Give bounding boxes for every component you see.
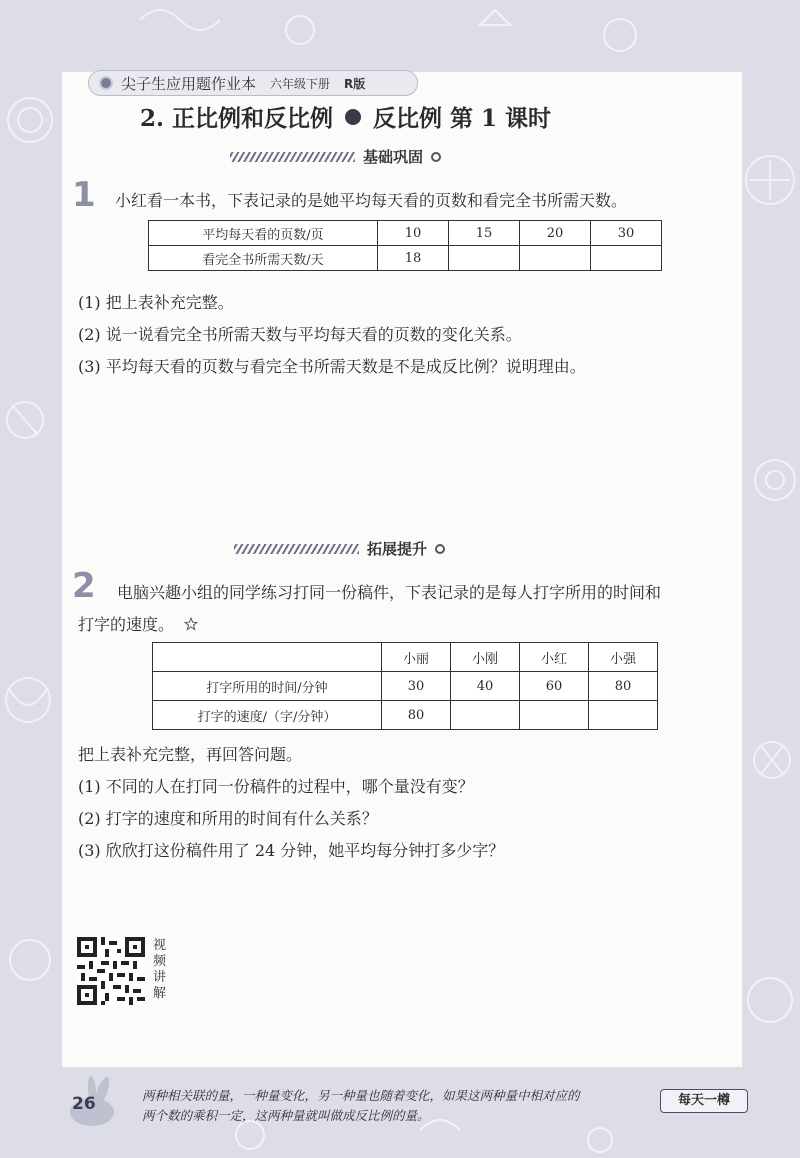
q2-cell-blank[interactable]: [589, 701, 658, 730]
ring-icon: [431, 152, 441, 162]
q2-row1-header: 打字所用的时间/分钟: [153, 672, 382, 701]
q1-cell: 15: [449, 221, 520, 246]
q2-stem-line2: 打字的速度。: [78, 615, 175, 634]
table-row: [149, 221, 662, 246]
q2-cell-blank[interactable]: [451, 701, 520, 730]
footer-note-line1: 两种相关联的量，一种量变化，另一种量也随着变化，如果这两种量中相对应的: [142, 1088, 580, 1103]
section-banner-extended: [234, 538, 445, 559]
q1-cell: 30: [591, 221, 662, 246]
q2-name-header: 小丽: [382, 643, 451, 672]
chapter-title-right: 反比例 第 1 课时: [373, 105, 552, 132]
bullet-icon: [345, 109, 361, 125]
q1-subquestion-1: (1) 把上表补充完整。: [78, 293, 234, 312]
q1-row1-header: 平均每天看的页数/页: [149, 221, 378, 246]
q1-table: [148, 220, 662, 271]
q2-table: [152, 642, 658, 730]
question-number-1: 1: [72, 175, 96, 215]
section-banner-basic: [230, 146, 441, 167]
q1-cell-blank[interactable]: [520, 246, 591, 271]
q2-cell-blank[interactable]: [520, 701, 589, 730]
logo-icon: [99, 76, 113, 90]
footer-note-line2: 两个数的乘积一定，这两种量就叫做成反比例的量。: [142, 1108, 430, 1123]
q2-subquestion-2: (2) 打字的速度和所用的时间有什么关系？: [78, 809, 378, 828]
qr-video-label: 视频讲解: [153, 938, 167, 1001]
q1-cell-blank[interactable]: [591, 246, 662, 271]
book-title: 尖子生应用题作业本: [121, 74, 257, 93]
q1-cell: 10: [378, 221, 449, 246]
q2-corner-cell: [153, 643, 382, 672]
question-number-2: 2: [72, 566, 96, 606]
q1-cell: 18: [378, 246, 449, 271]
q2-cell: 80: [382, 701, 451, 730]
section-label-extended: 拓展提升: [367, 540, 428, 558]
chapter-title: [140, 100, 551, 133]
q2-cell: 40: [451, 672, 520, 701]
q2-cell: 80: [589, 672, 658, 701]
qr-code[interactable]: [77, 937, 145, 1005]
q1-stem: 小红看一本书，下表记录的是她平均每天看的页数和看完全书所需天数。: [115, 191, 628, 210]
q2-instruction: 把上表补充完整，再回答问题。: [78, 745, 303, 764]
book-edition: R版: [344, 76, 366, 91]
table-row: [153, 643, 658, 672]
q2-subquestion-1: (1) 不同的人在打同一份稿件的过程中，哪个量没有变？: [78, 777, 474, 796]
table-row: [153, 701, 658, 730]
q2-name-header: 小刚: [451, 643, 520, 672]
q1-subquestion-2: (2) 说一说看完全书所需天数与平均每天看的页数的变化关系。: [78, 325, 522, 344]
q2-cell: 60: [520, 672, 589, 701]
page-number: 26: [72, 1094, 96, 1114]
q1-subquestion-3: (3) 平均每天看的页数与看完全书所需天数是不是成反比例？说明理由。: [78, 357, 586, 376]
hatch-decoration: [234, 544, 359, 554]
q2-cell: 30: [382, 672, 451, 701]
section-label-basic: 基础巩固: [363, 148, 424, 166]
footer-badge: 每天一樽: [660, 1089, 748, 1113]
q2-name-header: 小强: [589, 643, 658, 672]
q1-row2-header: 看完全书所需天数/天: [149, 246, 378, 271]
q2-name-header: 小红: [520, 643, 589, 672]
book-header: [88, 70, 418, 96]
footer-note: [142, 1086, 580, 1126]
q2-stem-line1-text: 电脑兴趣小组的同学练习打同一份稿件，下表记录的是每人打字所用的时间和: [117, 583, 662, 602]
table-row: [149, 246, 662, 271]
book-grade: 六年级下册: [270, 76, 331, 91]
star-icon: [184, 617, 198, 631]
q1-cell-blank[interactable]: [449, 246, 520, 271]
hatch-decoration: [230, 152, 355, 162]
q1-cell: 20: [520, 221, 591, 246]
ring-icon: [435, 544, 445, 554]
q2-subquestion-3: (3) 欣欣打这份稿件用了 24 分钟，她平均每分钟打多少字？: [78, 841, 505, 860]
chapter-title-left: 2. 正比例和反比例: [140, 105, 334, 132]
table-row: [153, 672, 658, 701]
q2-row2-header: 打字的速度/（字/分钟）: [153, 701, 382, 730]
